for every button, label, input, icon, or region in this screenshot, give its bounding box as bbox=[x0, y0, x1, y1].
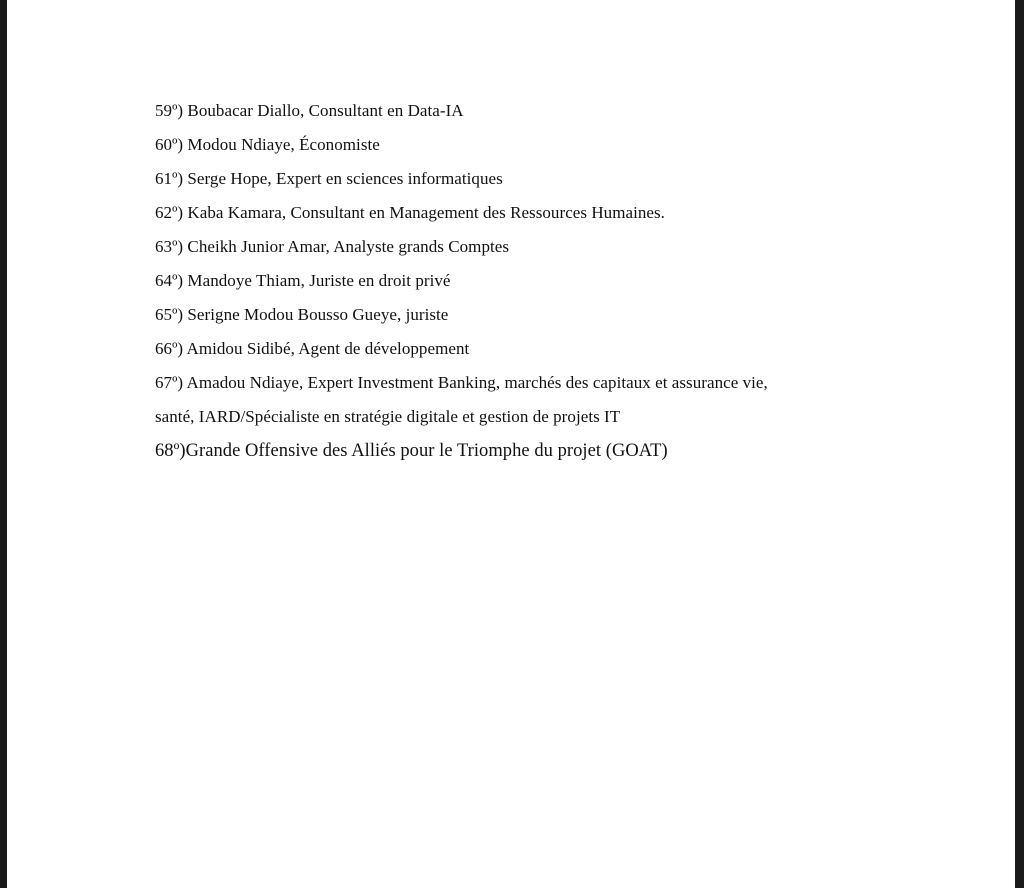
list-item: 59º) Boubacar Diallo, Consultant en Data-IA bbox=[155, 101, 464, 120]
list-item: 62º) Kaba Kamara, Consultant en Management des Ressources Humaines. bbox=[155, 203, 665, 222]
document-page bbox=[7, 0, 1015, 888]
list-item: 61º) Serge Hope, Expert en sciences informatiques bbox=[155, 169, 503, 188]
right-frame-edge bbox=[1015, 0, 1024, 888]
members-list bbox=[155, 94, 768, 468]
list-item: 60º) Modou Ndiaye, Économiste bbox=[155, 135, 380, 154]
list-item: 66º) Amidou Sidibé, Agent de développement bbox=[155, 339, 470, 358]
list-item: 64º) Mandoye Thiam, Juriste en droit privé bbox=[155, 271, 451, 290]
list-item: 63º) Cheikh Junior Amar, Analyste grands Comptes bbox=[155, 237, 510, 256]
list-item: 65º) Serigne Modou Bousso Gueye, juriste bbox=[155, 305, 449, 324]
list-item: 67º) Amadou Ndiaye, Expert Investment Banking, marchés des capitaux et assurance vie, bbox=[155, 373, 768, 392]
list-item-continuation: santé, IARD/Spécialiste en stratégie digitale et gestion de projets IT bbox=[155, 407, 621, 426]
list-item-final: 68º)Grande Offensive des Alliés pour le Triomphe du projet (GOAT) bbox=[155, 441, 668, 461]
left-frame-edge bbox=[0, 0, 7, 888]
